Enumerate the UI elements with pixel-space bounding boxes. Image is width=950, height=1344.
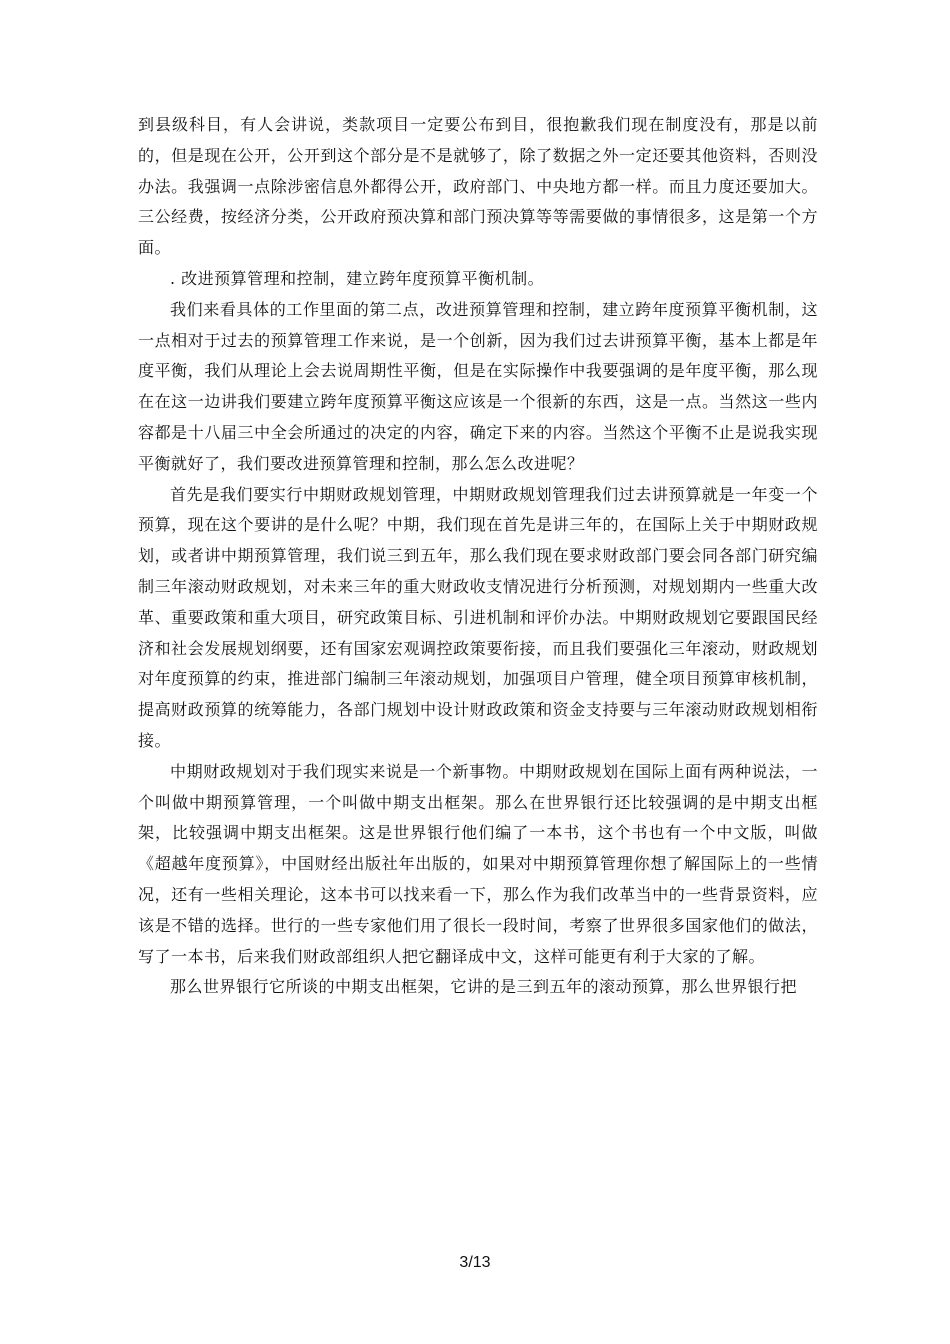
paragraph: 首先是我们要实行中期财政规划管理，中期财政规划管理我们过去讲预算就是一年变一个预算，现在这个要讲的是什么呢？中期，我们现在首先是讲三年的，在国际上关于中期财政规划，或者讲中期预算管理，我们说三到五年，那么我们现在要求财政部门要会同各部门研究编制三年滚动财政规划，对未来三年的重大财政收支情况进行分析预测，对规划期内一些重大改革、重要政策和重大项目，研究政策目标、引进机制和评价办法。中期财政规划它要跟国民经济和社会发展规划纲要，还有国家宏观调控政策要衔接，而且我们要强化三年滚动，财政规划对年度预算的约束，推进部门编制三年滚动规划，加强项目户管理，健全项目预算审核机制，提高财政预算的统筹能力，各部门规划中设计财政政策和资金支持要与三年滚动财政规划相衔接。 bbox=[138, 484, 818, 750]
document-body bbox=[138, 110, 818, 1003]
paragraph: 我们来看具体的工作里面的第二点，改进预算管理和控制，建立跨年度预算平衡机制，这一点相对于过去的预算管理工作来说，是一个创新，因为我们过去讲预算平衡，基本上都是年度平衡，我们从理论上会去说周期性平衡，但是在实际操作中我要强调的是年度平衡，那么现在在这一边讲我们要建立跨年度预算平衡这应该是一个很新的东西，这是一点。当然这一些内容都是十八届三中全会所通过的决定的内容，确定下来的内容。当然这个平衡不止是说我实现平衡就好了，我们要改进预算管理和控制，那么怎么改进呢？ bbox=[138, 299, 818, 473]
paragraph: 中期财政规划对于我们现实来说是一个新事物。中期财政规划在国际上面有两种说法，一个叫做中期预算管理，一个叫做中期支出框架。那么在世界银行还比较强调的是中期支出框架，比较强调中期支出框架。这是世界银行他们编了一本书，这个书也有一个中文版，叫做《超越年度预算》，中国财经出版社年出版的，如果对中期预算管理你想了解国际上的一些情况，还有一些相关理论，这本书可以找来看一下，那么作为我们改革当中的一些背景资料，应该是不错的选择。世行的一些专家他们用了很长一段时间，考察了世界很多国家他们的做法，写了一本书，后来我们财政部组织人把它翻译成中文，这样可能更有利于大家的了解。 bbox=[138, 761, 818, 966]
paragraph-continuation: 到县级科目，有人会讲说，类款项目一定要公布到目，很抱歉我们现在制度没有，那是以前的，但是现在公开，公开到这个部分是不是就够了，除了数据之外一定还要其他资料，否则没办法。我强调一点除涉密信息外都得公开，政府部门、中央地方都一样。而且力度还要加大。三公经费，按经济分类，公开政府预决算和部门预决算等等需要做的事情很多，这是第一个方面。 bbox=[138, 115, 818, 258]
section-heading: . 改进预算管理和控制，建立跨年度预算平衡机制。 bbox=[170, 268, 545, 288]
paragraph-truncated: 那么世界银行它所谈的中期支出框架，它讲的是三到五年的滚动预算，那么世界银行把 bbox=[170, 977, 798, 997]
page-number: 3/13 bbox=[459, 1254, 491, 1271]
